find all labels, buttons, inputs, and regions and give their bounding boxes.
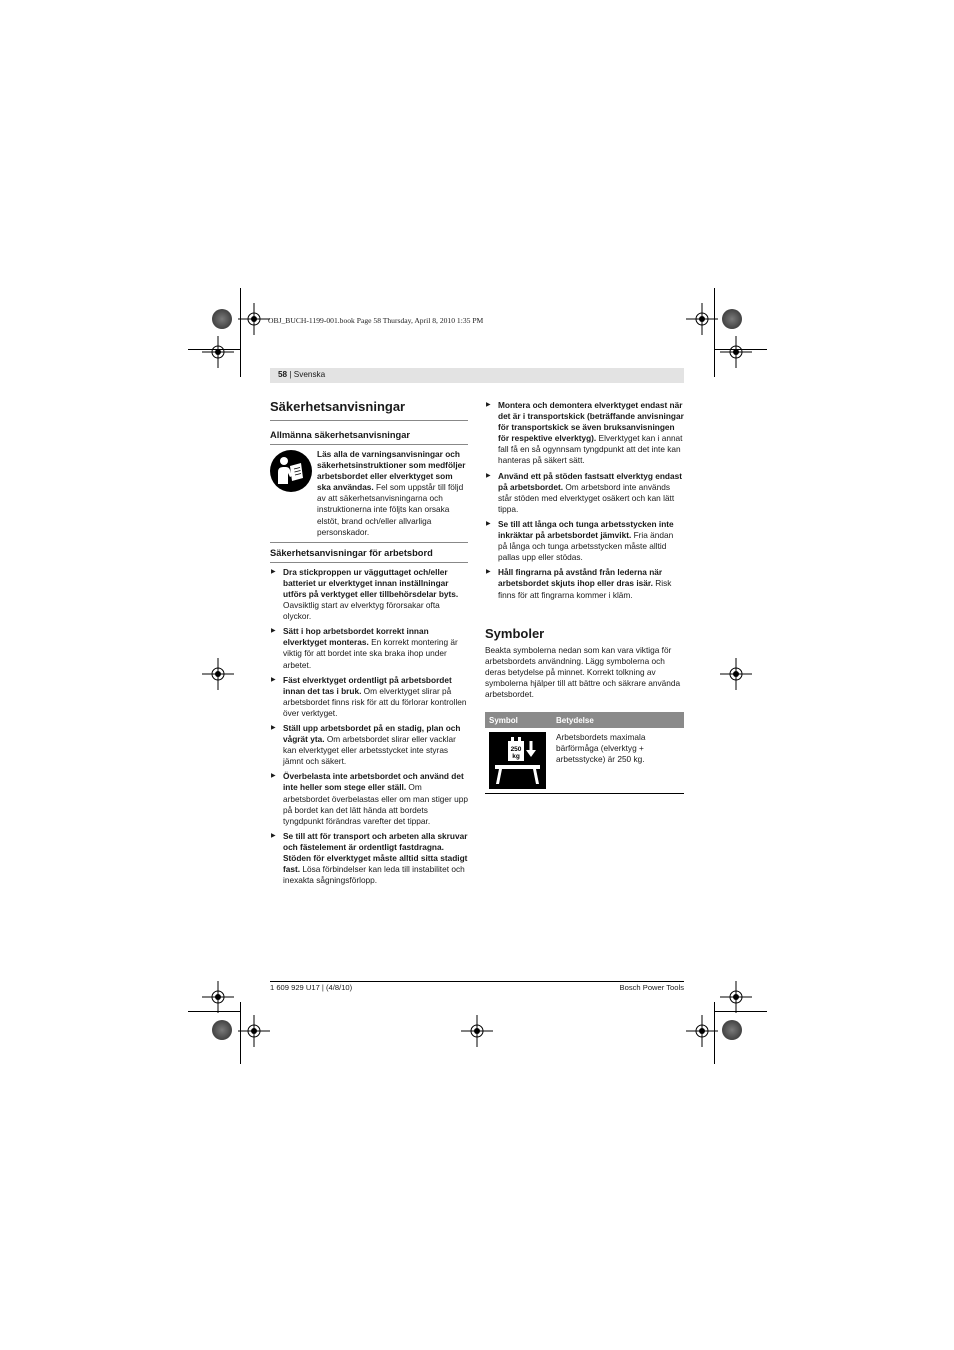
subheading-table-safety: Säkerhetsanvisningar för arbetsbord [270,547,433,558]
registration-mark [202,658,234,690]
registration-mark [686,303,718,335]
list-item [270,626,468,670]
file-info: OBJ_BUCH-1199-001.book Page 58 Thursday, April 8, 2010 1:35 PM [268,316,484,325]
header-separator: | [287,370,294,379]
registration-mark [720,336,752,368]
footer-brand: Bosch Power Tools [619,983,684,992]
registration-mark [720,658,752,690]
general-warning-text [317,449,468,538]
item-bold: Dra stickproppen ur vägguttaget och/eller batteriet ur elverktyget innan inställningar utförs på verktyget eller tillbehörsdelar byts. [283,566,459,599]
item-bold: Överbelasta inte arbetsbordet och använd det inte heller som stege eller ställ. [283,771,464,793]
registration-mark [461,1015,493,1047]
table-safety-list [270,567,468,887]
registration-mark [238,1015,270,1047]
item-text: Oavsiktlig start av elverktyg förorsakar ofta olyckor. [283,600,440,622]
item-text: Om arbetsbord inte används står stöden med elverktyget osäkert och kan lätt tippa. [498,481,675,514]
item-text: Fria ändan på långa och tunga arbetsstycken måste alltid pallas upp eller stödas. [498,530,674,563]
registration-mark [202,981,234,1013]
list-item [485,400,684,467]
subheading-general: Allmänna säkerhetsanvisningar [270,430,411,440]
left-column [270,398,468,890]
column-header-meaning: Betydelse [552,712,684,728]
weight-value: 250 [510,746,522,754]
registration-mark [720,981,752,1013]
registration-disc [212,1020,232,1040]
list-item [270,831,468,886]
symbols-intro: Beakta symbolerna nedan som kan vara viktiga för arbetsbordets användning. Lägg symbolerna och deras betydelse på minnet. Korrekt tolkning av symbolerna hjälper till att bättre och säkrare använda arbetsbordet. [485,644,681,699]
page-header [270,368,684,383]
page-number: 58 [278,370,288,379]
symbols-heading: Symboler [485,625,545,641]
item-bold: Håll fingrarna på avstånd från lederna när arbetsbordet skjuts ihop eller dras isär. [498,567,663,589]
right-column [485,398,684,794]
table-row [485,728,684,794]
subheading-rule [270,562,468,563]
symbol-cell [485,728,552,794]
item-text: Om elverktyget slirar på arbetsbordet finns risk för att du förlorar kontrollen över verktyget. [283,685,467,718]
item-text: Risk finns för att fingrarna kommer i kläm. [498,578,672,600]
registration-mark [202,336,234,368]
item-text: Elverktyget kan i annat fall få en så ogynnsam tyngdpunkt att det inte kan hanteras på säkert sätt. [498,433,683,466]
list-item [270,771,468,826]
header-language: Svenska [293,370,326,379]
weight-unit: kg [512,753,520,761]
item-text: En korrekt montering är viktig för att bordet inte ska braka ihop under arbetet. [283,637,458,670]
registration-disc [722,1020,742,1040]
subheading-rule [270,444,468,445]
list-item [270,567,468,622]
general-warning-normal: Fel som uppstår till följd av att säkerhetsanvisningarna och instruktionerna inte följts kan orsaka elstöt, brand och/eller allvarliga personskador. [317,482,464,537]
symbols-table [485,712,684,794]
list-item [485,567,684,600]
item-bold: Ställ upp arbetsbordet på en stadig, plan och vågrät yta. [283,722,461,745]
general-warning-bold: Läs alla de varningsanvisningar och säkerhetsinstruktioner som medföljer arbetsbordet eller elverktyget som ska användas. [317,449,466,493]
item-text: Om arbetsbordet slirar eller vacklar kan elverktyget eller arbetsstycket inte styras jämnt och säkert. [283,734,456,767]
section-heading: Säkerhetsanvisningar [270,399,406,414]
item-bold: Använd ett på stöden fastsatt elverktyg endast på arbetsbordet. [498,470,682,492]
registration-disc [722,309,742,329]
item-bold: Se till att långa och tunga arbetsstycken inte inkräktar på arbetsbordet jämvikt. [498,518,674,541]
item-bold: Se till att för transport och arbeten alla skruvar och fästelement är ordentligt fastdragna. Stöden för elverktyget måste alltid sitta stadigt fast. [283,830,468,875]
list-item [485,471,684,515]
item-bold: Fäst elverktyget ordentligt på arbetsbordet innan det tas i bruk. [283,674,452,696]
table-max-load-icon [489,732,546,789]
table-safety-list-continued [485,400,684,601]
list-item [485,519,684,563]
symbol-meaning: Arbetsbordets maximala bärförmåga (elverktyg + arbetsstycke) är 250 kg. [552,728,684,794]
column-header-symbol: Symbol [485,712,552,728]
registration-disc [212,309,232,329]
item-text: Om arbetsbordet överbelastas eller om man stiger upp på bordet kan det lätt hända att bordets tyngdpunkt förändras varefter det tippar. [283,782,468,826]
read-manual-icon [270,450,312,492]
footer-code: 1 609 929 U17 | (4/8/10) [270,983,353,992]
general-warning-block [270,449,468,538]
item-text: Lösa förbindelser kan leda till instabilitet och inexakta sågningsförlopp. [283,864,465,886]
footer-rule [270,981,684,982]
item-bold: Sätt i hop arbetsbordet korrekt innan elverktyget monteras. [283,626,429,648]
list-item [270,675,468,719]
item-bold: Montera och demontera elverktyget endast när det är i transportskick (beträffande anvisningar för transportskick se även bruksanvisningen för respektive elverktyg). [498,400,684,444]
registration-mark [686,1015,718,1047]
registration-mark [238,303,270,335]
list-item [270,723,468,767]
